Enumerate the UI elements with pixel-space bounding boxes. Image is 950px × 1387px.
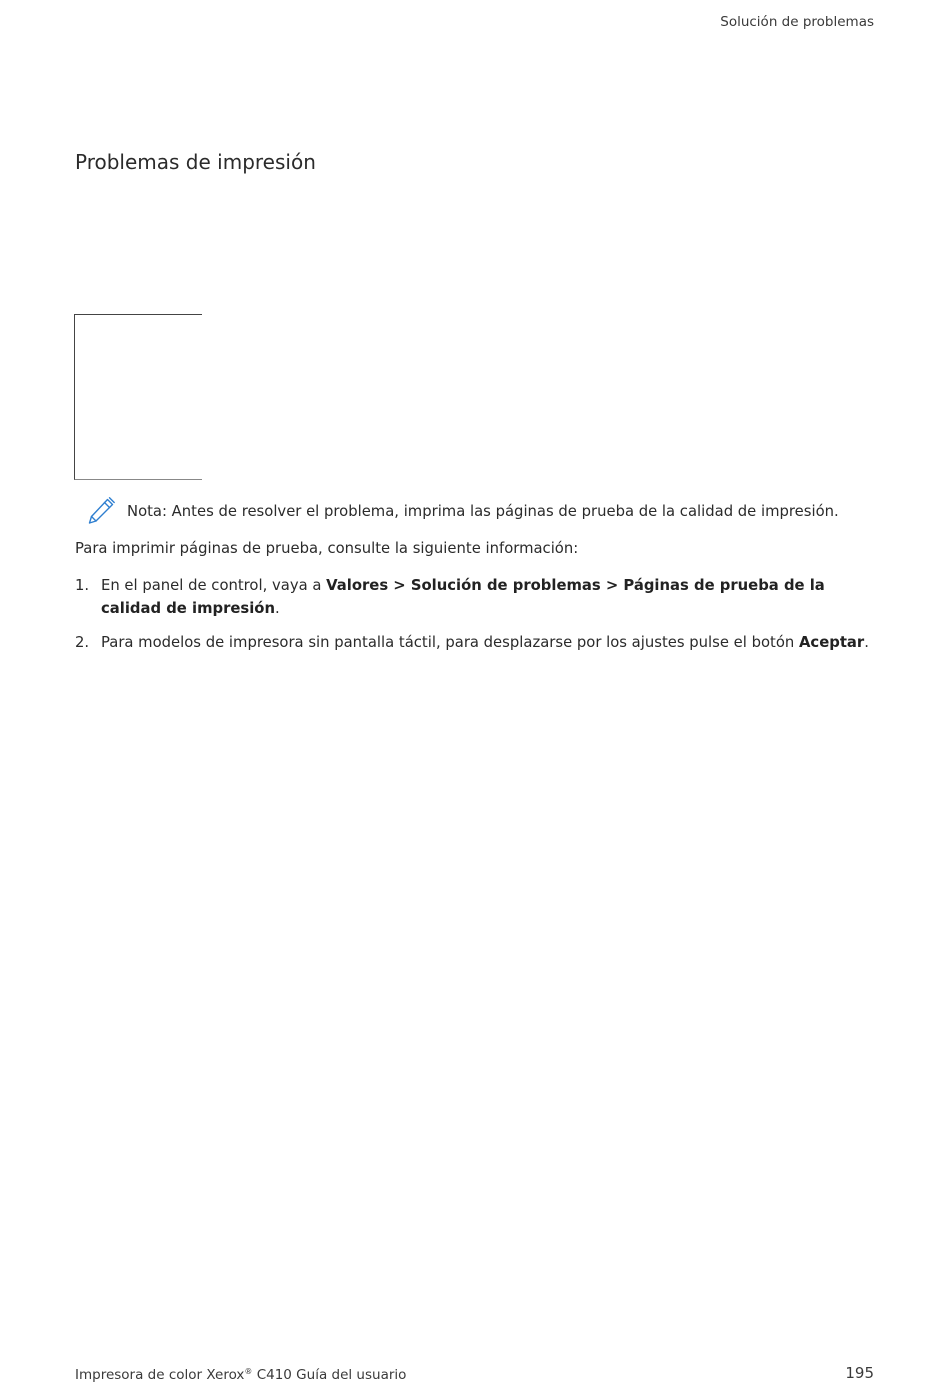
intro-paragraph: Para imprimir páginas de prueba, consulte la siguiente información: bbox=[75, 540, 579, 557]
step-text-after: . bbox=[864, 634, 869, 651]
step-text-after: . bbox=[275, 600, 280, 617]
step-number: 2. bbox=[75, 634, 90, 651]
step-text-before: En el panel de control, vaya a bbox=[101, 577, 327, 594]
note-text: Nota: Antes de resolver el problema, imprima las páginas de prueba de la calidad de impresión. bbox=[127, 503, 839, 520]
note-callout bbox=[86, 496, 886, 528]
pencil-icon bbox=[86, 496, 116, 526]
list-item bbox=[75, 574, 875, 620]
page-number: 195 bbox=[845, 1364, 874, 1382]
list-item bbox=[75, 631, 875, 654]
step-text-before: Para modelos de impresora sin pantalla táctil, para desplazarse por los ajustes pulse el botón bbox=[101, 634, 799, 651]
menu-path: Valores > Solución de problemas > Páginas de prueba de la calidad de impresión bbox=[101, 577, 825, 617]
step-text bbox=[101, 574, 875, 620]
footer-product-suffix: C410 Guía del usuario bbox=[252, 1367, 407, 1383]
steps-list bbox=[75, 574, 875, 665]
step-number: 1. bbox=[75, 577, 90, 594]
footer-product-prefix: Impresora de color Xerox bbox=[75, 1367, 245, 1383]
button-name: Aceptar bbox=[798, 634, 865, 651]
registered-mark: ® bbox=[244, 1367, 253, 1376]
figure-placeholder bbox=[74, 314, 202, 480]
running-header: Solución de problemas bbox=[720, 14, 874, 30]
page-title: Problemas de impresión bbox=[75, 150, 316, 174]
step-text bbox=[101, 631, 875, 654]
footer-product bbox=[75, 1367, 406, 1383]
